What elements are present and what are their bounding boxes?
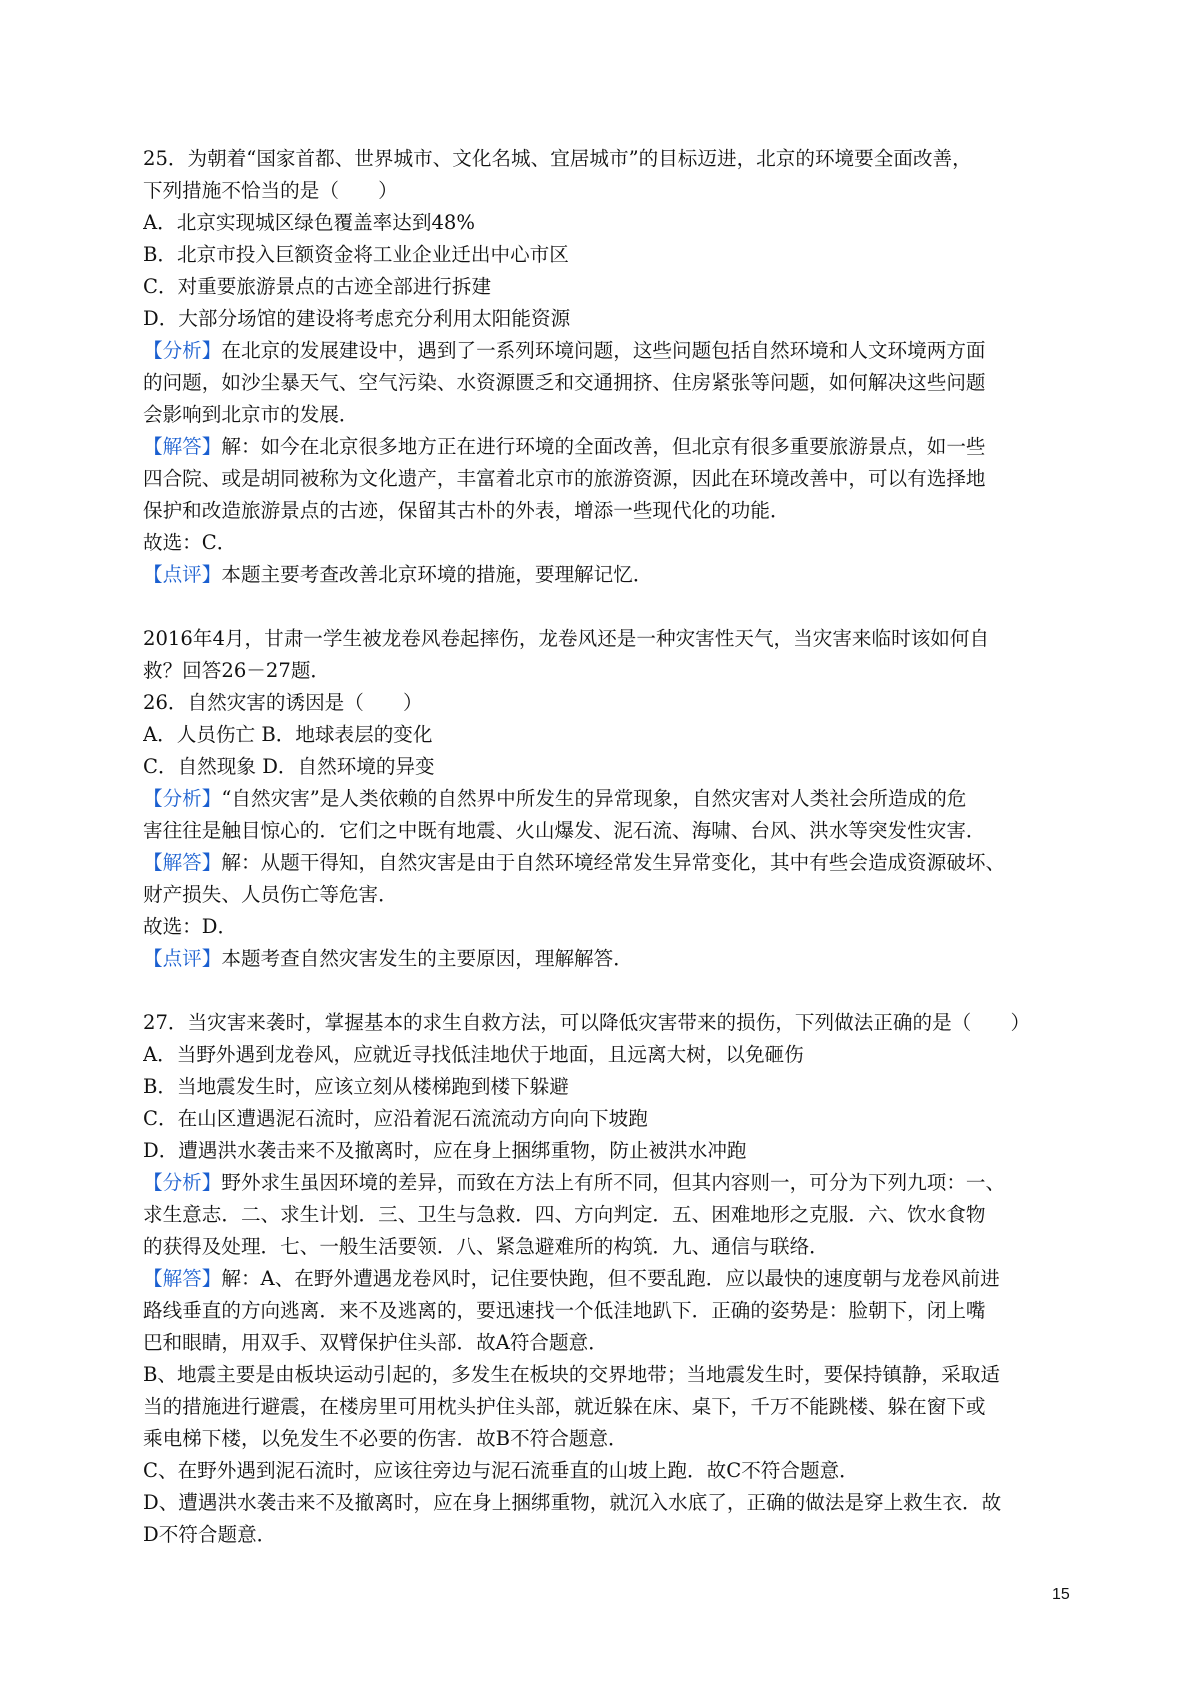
question-27 [143,1007,1063,1551]
analysis-text: 会影响到北京市的发展． [143,403,359,426]
option-b: B．北京市投入巨额资金将工业企业迁出中心市区 [143,243,569,266]
intro-passage [143,623,1063,687]
choice-text: 故选：D． [143,915,238,938]
answer-b-text: 乘电梯下楼，以免发生不必要的伤害．故B不符合题意． [143,1427,628,1450]
answer-text: 解：从题干得知，自然灾害是由于自然环境经常发生异常变化，其中有些会造成资源破坏、 [221,851,1006,874]
analysis-line [143,335,1063,367]
answer-text: 保护和改造旅游景点的古迹，保留其古朴的外表，增添一些现代化的功能． [143,499,790,522]
analysis-line [143,783,1063,815]
analysis-text: 的获得及处理．七、一般生活要领．八、紧急避难所的构筑．九、通信与联络． [143,1235,829,1258]
option-d: D．遭遇洪水袭击来不及撤离时，应在身上捆绑重物，防止被洪水冲跑 [143,1139,747,1162]
spacer [143,591,1063,623]
answer-line [143,847,1063,879]
answer-c-text: C、在野外遇到泥石流时，应该往旁边与泥石流垂直的山坡上跑．故C不符合题意． [143,1459,859,1482]
answer-d-text: D、遭遇洪水袭击来不及撤离时，应在身上捆绑重物，就沉入水底了，正确的做法是穿上救生衣．故 [143,1491,1002,1514]
answer-tag: 【解答】 [143,435,222,458]
question-25 [143,143,1063,591]
answer-text: 巴和眼睛，用双手、双臂保护住头部．故A符合题意． [143,1331,608,1354]
spacer [143,975,1063,1007]
answer-text: 四合院、或是胡同被称为文化遗产，丰富着北京市的旅游资源，因此在环境改善中，可以有选择地 [143,467,986,490]
intro-text: 救？回答26－27题． [143,659,331,682]
answer-text: 财产损失、人员伤亡等危害． [143,883,398,906]
answer-b-text: 当的措施进行避震，在楼房里可用枕头护住头部，就近躲在床、桌下，千万不能跳楼、躲在窗下或 [143,1395,986,1418]
analysis-text: “自然灾害”是人类依赖的自然界中所发生的异常现象，自然灾害对人类社会所造成的危 [221,787,967,810]
choice-text: 故选：C． [143,531,237,554]
question-26 [143,687,1063,975]
option-c: C．对重要旅游景点的古迹全部进行拆建 [143,275,492,298]
option-d: D．大部分场馆的建设将考虑充分利用太阳能资源 [143,307,571,330]
analysis-text: 的问题，如沙尘暴天气、空气污染、水资源匮乏和交通拥挤、住房紧张等问题，如何解决这些问题 [143,371,986,394]
option-cd: C．自然现象 D．自然环境的异变 [143,755,435,778]
comment-line [143,943,1063,975]
answer-tag: 【解答】 [143,1267,222,1290]
intro-text: 2016年4月，甘肃一学生被龙卷风卷起摔伤，龙卷风还是一种灾害性天气，当灾害来临时该如何自 [143,627,990,650]
analysis-tag: 【分析】 [143,339,222,362]
analysis-tag: 【分析】 [143,1171,222,1194]
page-number: 15 [1052,1586,1070,1603]
analysis-text: 野外求生虽因环境的差异，而致在方法上有所不同，但其内容则一，可分为下列九项：一、 [221,1171,1006,1194]
analysis-tag: 【分析】 [143,787,222,810]
question-stem: 26．自然灾害的诱因是（ ） [143,691,423,714]
option-a: A．当野外遇到龙卷风，应就近寻找低洼地伏于地面，且远离大树，以免砸伤 [143,1043,804,1066]
comment-tag: 【点评】 [143,947,222,970]
answer-text: 解：A、在野外遭遇龙卷风时，记住要快跑，但不要乱跑．应以最快的速度朝与龙卷风前进 [221,1267,1000,1290]
option-ab: A．人员伤亡 B．地球表层的变化 [143,723,433,746]
analysis-line [143,1167,1063,1199]
comment-line [143,559,1063,591]
answer-line [143,1263,1063,1295]
answer-d-text: D不符合题意． [143,1523,277,1546]
answer-tag: 【解答】 [143,851,222,874]
analysis-text: 在北京的发展建设中，遇到了一系列环境问题，这些问题包括自然环境和人文环境两方面 [221,339,986,362]
question-stem: 27．当灾害来袭时，掌握基本的求生自救方法，可以降低灾害带来的损伤，下列做法正确的是（ ） [143,1011,1031,1034]
answer-line [143,431,1063,463]
answer-text: 解：如今在北京很多地方正在进行环境的全面改善，但北京有很多重要旅游景点，如一些 [221,435,986,458]
answer-b-text: B、地震主要是由板块运动引起的，多发生在板块的交界地带；当地震发生时，要保持镇静，采取适 [143,1363,1000,1386]
option-c: C．在山区遭遇泥石流时，应沿着泥石流流动方向向下坡跑 [143,1107,648,1130]
option-b: B．当地震发生时，应该立刻从楼梯跑到楼下躲避 [143,1075,569,1098]
question-stem: 下列措施不恰当的是（ ） [143,179,398,202]
analysis-text: 求生意志．二、求生计划．三、卫生与急救．四、方向判定．五、困难地形之克服．六、饮水食物 [143,1203,986,1226]
option-a: A．北京实现城区绿色覆盖率达到48% [143,211,476,234]
analysis-text: 害往往是触目惊心的．它们之中既有地震、火山爆发、泥石流、海啸、台风、洪水等突发性灾害． [143,819,986,842]
question-stem: 25．为朝着“国家首都、世界城市、文化名城、宜居城市”的目标迈进，北京的环境要全面改善， [143,147,972,170]
comment-text: 本题主要考查改善北京环境的措施，要理解记忆． [221,563,653,586]
answer-text: 路线垂直的方向逃离．来不及逃离的，要迅速找一个低洼地趴下．正确的姿势是：脸朝下，闭上嘴 [143,1299,986,1322]
page-content [143,143,1063,1551]
comment-text: 本题考查自然灾害发生的主要原因，理解解答． [221,947,633,970]
comment-tag: 【点评】 [143,563,222,586]
